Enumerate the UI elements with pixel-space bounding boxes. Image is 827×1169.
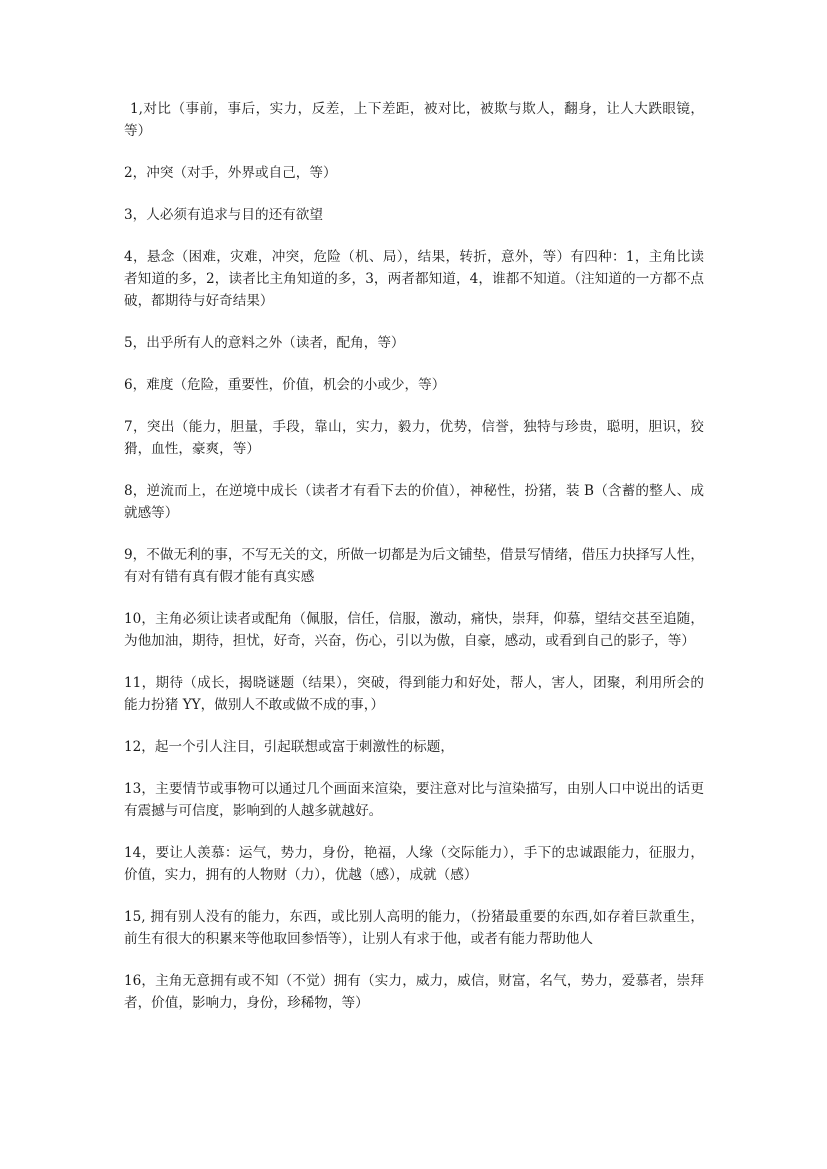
document-body	[124, 98, 704, 1034]
paragraph-6: 6，难度（危险，重要性，价值，机会的小或少，等）	[124, 377, 446, 393]
paragraph-8: 8，逆流而上，在逆境中成长（读者才有看下去的价值），神秘性，扮猪，装 B（含蓄的整人、成就感等）	[124, 483, 704, 521]
paragraph-14: 14，要让人羡慕：运气，势力，身份，艳福，人缘（交际能力），手下的忠诚跟能力，征服力，价值，实力，拥有的人物财（力），优越（感），成就（感）	[124, 845, 704, 883]
paragraph-15: 15, 拥有别人没有的能力，东西，或比别人高明的能力，（扮猪最重要的东西,如存着巨款重生，前生有很大的积累来等他取回参悟等），让别人有求于他，或者有能力帮助他人	[124, 909, 704, 947]
paragraph-9: 9，不做无利的事，不写无关的文，所做一切都是为后文铺垫，借景写情绪，借压力抉择写人性，有对有错有真有假才能有真实感	[124, 547, 704, 585]
paragraph-1: 1,对比（事前，事后，实力，反差，上下差距，被对比，被欺与欺人，翻身，让人大跌眼镜，等）	[124, 101, 704, 139]
paragraph-2: 2，冲突（对手，外界或自己，等）	[124, 165, 337, 181]
paragraph-4: 4，悬念（困难，灾难，冲突，危险（机、局），结果，转折，意外，等）有四种：1，主角比读者知道的多，2，读者比主角知道的多，3，两者都知道，4，谁都不知道。（注知道的一方都不点破，都期待与好奇结果）	[124, 249, 704, 309]
paragraph-3: 3，人必须有追求与目的还有欲望	[124, 207, 323, 223]
paragraph-7: 7，突出（能力，胆量，手段，靠山，实力，毅力，优势，信誉，独特与珍贵，聪明，胆识，狡猾，血性，豪爽，等）	[124, 419, 704, 457]
paragraph-11: 11，期待（成长，揭晓谜题（结果），突破，得到能力和好处，帮人，害人，团聚，利用所会的能力扮猪 YY，做别人不敢或做不成的事，）	[124, 675, 704, 713]
paragraph-13: 13，主要情节或事物可以通过几个画面来渲染，要注意对比与渲染描写，由别人口中说出的话更有震撼与可信度，影响到的人越多就越好。	[124, 781, 704, 819]
paragraph-5: 5，出乎所有人的意料之外（读者，配角，等）	[124, 335, 405, 351]
paragraph-16: 16，主角无意拥有或不知（不觉）拥有（实力，威力，威信，财富，名气，势力，爱慕者，崇拜者，价值，影响力，身份，珍稀物，等）	[124, 973, 704, 1011]
paragraph-12: 12，起一个引人注目，引起联想或富于刺激性的标题，	[124, 739, 454, 755]
paragraph-10: 10，主角必须让读者或配角（佩服，信任，信服，激动，痛快，崇拜，仰慕，望结交甚至追随，为他加油，期待，担忧，好奇，兴奋，伤心，引以为傲，自豪，感动，或看到自己的影子，等）	[124, 611, 704, 649]
